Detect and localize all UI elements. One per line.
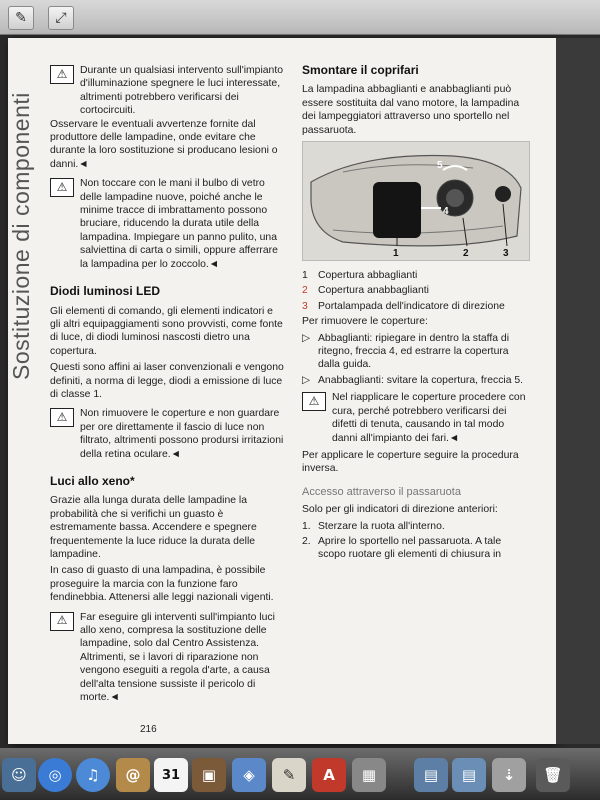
viewer-toolbar <box>0 0 600 35</box>
documents-folder-icon[interactable]: ▤ <box>452 758 486 792</box>
warning-icon: ⚠ <box>50 178 74 197</box>
app-store-icon[interactable]: ◈ <box>232 758 266 792</box>
figure-label-1: 1 <box>393 248 399 260</box>
list-item: 1. Sterzare la ruota all'interno. <box>302 520 445 532</box>
paragraph: Questi sono affini ai laser convenzionali e vengono definiti, a norma di legge, diodi a emissione di luce di classe 1. <box>50 362 284 400</box>
grapher-icon[interactable]: ▦ <box>352 758 386 792</box>
paragraph: Osservare le eventuali avvertenze fornite dal produttore delle lampadine, onde evitare che durante la loro sostituzione si producano lesioni o danni.◄ <box>50 118 278 170</box>
paragraph: Solo per gli indicatori di direzione anteriori: <box>302 504 498 516</box>
warning-icon: ⚠ <box>50 408 74 427</box>
list-item: ▷ Abbaglianti: ripiegare in dentro la staffa di ritegno, freccia 4, ed estrarre la copertura dalla guida. <box>302 332 510 371</box>
warning-icon: ⚠ <box>50 65 74 84</box>
paragraph: La lampadina abbaglianti e anabbaglianti può essere sostituita dal vano motore, la lampadina dei lampeggiatori attraverso uno sportello nel passaruota. <box>302 84 520 136</box>
section-heading: Diodi luminosi LED <box>50 284 160 299</box>
warning-block: ⚠ Non rimuovere le coperture e non guardare per ore direttamente il fascio di luce non filtrato, altrimenti possono prodursi irritazioni della retina oculare.◄ <box>50 407 284 461</box>
applications-folder-icon[interactable]: ▤ <box>414 758 448 792</box>
trash-icon[interactable]: 🗑 <box>536 758 570 792</box>
headlight-diagram <box>303 142 529 260</box>
photos-icon[interactable]: ▣ <box>192 758 226 792</box>
list-item: 1 Copertura abbaglianti <box>302 270 418 282</box>
right-column <box>302 64 530 564</box>
left-column <box>50 64 284 704</box>
acrobat-icon[interactable]: A <box>312 758 346 792</box>
warning-icon: ⚠ <box>50 612 74 631</box>
safari-icon[interactable]: ◎ <box>38 758 72 792</box>
figure-label-3: 3 <box>503 248 509 260</box>
background-edge <box>556 38 600 744</box>
figure-label-2: 2 <box>463 248 469 260</box>
warning-block: ⚠ Durante un qualsiasi intervento sull'impianto d'illuminazione spegnere le luci interessate, altrimenti potrebbero verificarsi dei cortocircuiti. <box>50 64 284 118</box>
paragraph: Per applicare le coperture seguire la procedura inversa. <box>302 449 519 475</box>
warning-block: ⚠ Non toccare con le mani il bulbo di vetro delle lampadine nuove, poiché anche le minime tracce di imbrattamento possono bruciare, riducendo la durata utile della lampadina. Impiegare un panno pulito, una salviettina di carta o simili, oppure afferrare la lampadina per lo zoccolo.◄ <box>50 177 284 271</box>
finder-icon[interactable]: ☺ <box>2 758 36 792</box>
section-heading: Smontare il coprifari <box>302 63 419 77</box>
figure-label-5: 5 <box>437 160 443 172</box>
textedit-icon[interactable]: ✎ <box>272 758 306 792</box>
section-heading: Luci allo xeno* <box>50 473 135 488</box>
paragraph: Gli elementi di comando, gli elementi indicatori e gli altri equipaggiamenti sono provvisti, come fonte di luce, di diodi luminosi nascosti dietro una copertura. <box>50 305 283 357</box>
list-item: ▷ Anabbaglianti: svitare la copertura, freccia 5. <box>302 374 524 386</box>
fullscreen-icon[interactable]: ⤢ <box>48 6 74 30</box>
warning-block: ⚠ Far eseguire gli interventi sull'impianto luci allo xeno, compresa la sostituzione delle lampadine, solo dal Centro Assistenza. Altrimenti, se i lavori di riparazione non vengono eseguiti a regola d'arte, a causa dell'alta tensione sussiste il pericolo di morte.◄ <box>50 611 284 705</box>
paragraph: Grazie alla lunga durata delle lampadine la probabilità che si verifichi un guasto è estremamente bassa. Accendere e spegnere frequentemente la luce riduce la durata delle lampadine. <box>50 495 257 560</box>
list-item: 2. Aprire lo sportello nel passaruota. A tale scopo ruotare gli elementi di chiusura in <box>302 535 502 561</box>
annotate-icon[interactable]: ✎ <box>8 6 34 30</box>
page-number: 216 <box>140 724 157 735</box>
downloads-icon[interactable]: ⇣ <box>492 758 526 792</box>
paragraph: In caso di guasto di una lampadina, è possibile proseguire la marcia con la funzione faro fendinebbia. Attenersi alle leggi nazionali vigenti. <box>50 565 274 604</box>
list-item: 2 Copertura anabbaglianti <box>302 285 429 297</box>
headlight-figure <box>302 141 530 261</box>
section-heading: Accesso attraverso il passaruota <box>302 485 461 498</box>
list-item: 3 Portalampada dell'indicatore di direzione <box>302 300 505 312</box>
legend-list <box>302 269 530 313</box>
itunes-icon[interactable]: ♫ <box>76 758 110 792</box>
dock <box>0 748 600 800</box>
contacts-icon[interactable]: @ <box>116 758 150 792</box>
warning-icon: ⚠ <box>302 392 326 411</box>
figure-label-4: 4 <box>443 206 449 218</box>
warning-block: ⚠ Nel riapplicare le coperture procedere con cura, perché potrebbero verificarsi dei difetti di tenuta, causando in tal modo danni all'impianto dei fari.◄ <box>302 391 530 445</box>
side-title: Sostituzione di componenti <box>8 92 34 380</box>
calendar-icon[interactable]: 31 <box>154 758 188 792</box>
paragraph: Per rimuovere le coperture: <box>302 316 428 328</box>
